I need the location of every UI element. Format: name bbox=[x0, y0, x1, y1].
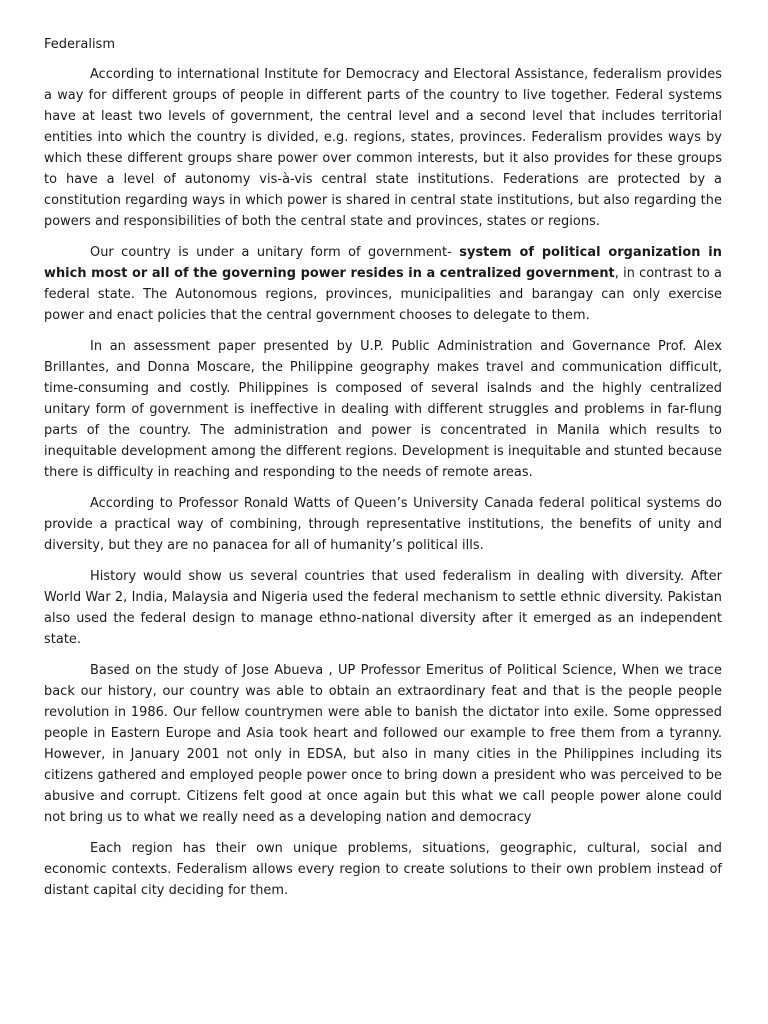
paragraph-federalism-definition: According to international Institute for Democracy and Electoral Assistance, federalism provides a way for different groups of people in different parts of the country to live together. Federal systems have at least two levels of government, the central level and a second level that includes territorial entities into which the country is divided, e.g. regions, states, provinces. Federalism provides ways by which these different groups share power over common interests, but it also provides for these groups to have a level of autonomy vis-à-vis central state institutions. Federations are protected by a constitution regarding ways in which power is shared in central state institutions, but also regarding the powers and responsibilities of both the central state and provinces, states or regions. bbox=[44, 67, 722, 229]
paragraph-unitary-government bbox=[44, 242, 722, 326]
paragraph-text-after: , in contrast to a federal state. The Autonomous regions, provinces, municipalities and barangay can only exercise power and enact policies that the central government chooses to delegate to them. bbox=[44, 266, 722, 323]
paragraph-regions: Each region has their own unique problems, situations, geographic, cultural, social and economic contexts. Federalism allows every region to create solutions to their own problem instead of distant capital city deciding for them. bbox=[44, 841, 722, 898]
paragraph-abueva: Based on the study of Jose Abueva , UP Professor Emeritus of Political Science, When we trace back our history, our country was able to obtain an extraordinary feat and that is the people people revolution in 1986. Our fellow countrymen were able to banish the dictator into exile. Some oppressed people in Eastern Europe and Asia took heart and followed our example to free them from a tyranny. However, in January 2001 not only in EDSA, but also in many cities in the Philippines including its citizens gathered and employed people power once to bring down a president who was perceived to be abusive and corrupt. Citizens felt good at once again but this what we call people power alone could not bring us to what we really need as a developing nation and democracy bbox=[44, 663, 722, 825]
bold-definition-text: system of political organization in which most or all of the governing power resides in a centralized government bbox=[44, 245, 723, 281]
paragraph-history: History would show us several countries that used federalism in dealing with diversity. After World War 2, India, Malaysia and Nigeria used the federal mechanism to settle ethnic diversity. Pakistan also used the federal design to manage ethno-national diversity after it emerged as an independent state. bbox=[44, 569, 722, 647]
paragraph-watts: According to Professor Ronald Watts of Queen’s University Canada federal political systems do provide a practical way of combining, through representative institutions, the benefits of unity and diversity, but they are no panacea for all of humanity’s political ills. bbox=[44, 496, 722, 553]
document-title: Federalism bbox=[44, 37, 115, 52]
paragraph-assessment-paper: In an assessment paper presented by U.P. Public Administration and Governance Prof. Alex Brillantes, and Donna Moscare, the Philippine geography makes travel and communication difficult, time-consuming and costly. Philippines is composed of several isalnds and the highly centralized unitary form of government is ineffective in dealing with different struggles and problems in far-flung parts of the country. The administration and power is concentrated in Manila which results to inequitable development among the different regions. Development is inequitable and stunted because there is difficulty in reaching and responding to the needs of remote areas. bbox=[44, 339, 722, 480]
document-page bbox=[44, 30, 722, 911]
paragraph-text-before: Our country is under a unitary form of government- bbox=[90, 245, 460, 260]
